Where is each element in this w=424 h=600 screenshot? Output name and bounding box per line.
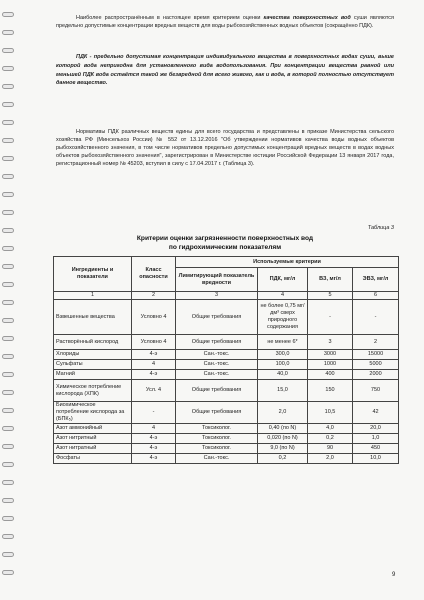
cell-evz: - (353, 300, 399, 335)
cell-class: 4-э (132, 350, 176, 360)
cell-ingredient: Хлориды (54, 350, 132, 360)
table-header-row (54, 257, 399, 268)
binder-ring-icon (2, 66, 14, 71)
cell-pdk: 0,40 (по N) (258, 424, 308, 434)
cell-class: 4-э (132, 454, 176, 464)
binder-ring-icon (2, 12, 14, 17)
binder-ring-icon (2, 156, 14, 161)
cell-limiting: Общие требования (176, 335, 258, 350)
cell-limiting: Токсиколог. (176, 424, 258, 434)
cell-limiting: Сан.-токс. (176, 454, 258, 464)
cell-evz: 2 (353, 335, 399, 350)
header-used-criteria: Используемые критерии (176, 257, 399, 268)
cell-class: Усл. 4 (132, 380, 176, 402)
cell-ingredient: Азот аммонийный (54, 424, 132, 434)
table-row (54, 300, 399, 335)
cell-evz: 5000 (353, 360, 399, 370)
paragraph-intro-text: Наиболее распространённым в настоящее время критерием оценки (76, 15, 264, 21)
cell-evz: 15000 (353, 350, 399, 360)
cell-ingredient: Азот нитратный (54, 444, 132, 454)
table-row (54, 434, 399, 444)
binder-ring-icon (2, 570, 14, 575)
binder-ring-icon (2, 552, 14, 557)
paragraph-intro-emphasis: качества поверхностных вод (263, 15, 351, 21)
binder-ring-icon (2, 84, 14, 89)
cell-vz: 10,5 (308, 402, 353, 424)
binder-ring-icon (2, 264, 14, 269)
cell-ingredient: Азот нитритный (54, 434, 132, 444)
table-caption: Таблица 3 (367, 225, 394, 231)
cell-pdk: 9,0 (по N) (258, 444, 308, 454)
binder-ring-icon (2, 444, 14, 449)
cell-ingredient: Сульфаты (54, 360, 132, 370)
cell-ingredient: Взвешенные вещества (54, 300, 132, 335)
binder-ring-icon (2, 174, 14, 179)
header-evz: ЭВЗ, мг/л (353, 268, 399, 292)
cell-limiting: Сан.-токс. (176, 350, 258, 360)
binder-rings (0, 0, 14, 600)
cell-class: Условно 4 (132, 335, 176, 350)
binder-ring-icon (2, 534, 14, 539)
binder-ring-icon (2, 318, 14, 323)
cell-class: 4-э (132, 434, 176, 444)
binder-ring-icon (2, 480, 14, 485)
cell-ingredient: Фосфаты (54, 454, 132, 464)
cell-class: 4 (132, 360, 176, 370)
cell-vz: - (308, 300, 353, 335)
cell-evz: 20,0 (353, 424, 399, 434)
cell-limiting: Сан.-токс. (176, 370, 258, 380)
cell-vz: 150 (308, 380, 353, 402)
binder-ring-icon (2, 372, 14, 377)
table-title-line2: по гидрохимическим показателям (168, 244, 282, 251)
cell-limiting: Токсиколог. (176, 434, 258, 444)
cell-limiting: Токсиколог. (176, 444, 258, 454)
column-number: 3 (176, 292, 258, 300)
cell-pdk: 300,0 (258, 350, 308, 360)
column-number: 1 (54, 292, 132, 300)
binder-ring-icon (2, 516, 14, 521)
column-number: 4 (258, 292, 308, 300)
cell-pdk: 2,0 (258, 402, 308, 424)
cell-vz: 90 (308, 444, 353, 454)
table-title (56, 234, 394, 252)
cell-ingredient: Биохимическое потребление кислорода за (БПК₅) (54, 402, 132, 424)
binder-ring-icon (2, 390, 14, 395)
cell-vz: 3 (308, 335, 353, 350)
binder-ring-icon (2, 228, 14, 233)
table-row (54, 454, 399, 464)
table-title-line1: Критерии оценки загрязненности поверхностных вод (136, 235, 314, 242)
table-row (54, 350, 399, 360)
paragraph-intro (56, 14, 394, 30)
paragraph-intro-text-end: суши являются предельно допустимые концентрации вредных веществ для воды рыбохозяйственных водных объектов (сокращённо ПДК). (56, 15, 395, 29)
paragraph-regulation: Нормативы ПДК различных веществ едины для всего государства и представлены в приказе Министерства сельского хозяйства РФ (Минсельхоз России) № 552 от 13.12.2016 "Об утверждении нормативов качества воды водных объектов рыбохозяйственного значения, в том числе нормативов предельно допустимых концентраций вредных веществ в водах водных объектов рыбохозяйственного значения", зарегистрирован в Министерстве юстиции Российской Федерации 13 января 2017 года, регистрационный номер № 45203, вступил в силу с 17.04.2017 г. (Таблица 3). (56, 129, 394, 167)
cell-pdk: 15,0 (258, 380, 308, 402)
binder-ring-icon (2, 246, 14, 251)
cell-class: - (132, 402, 176, 424)
cell-class: 4 (132, 424, 176, 434)
binder-ring-icon (2, 354, 14, 359)
criteria-table (53, 256, 399, 464)
cell-class: Условно 4 (132, 300, 176, 335)
cell-pdk: 0,020 (по N) (258, 434, 308, 444)
cell-evz: 42 (353, 402, 399, 424)
table-row (54, 380, 399, 402)
table-row (54, 402, 399, 424)
binder-ring-icon (2, 210, 14, 215)
header-ingredients: Ингредиенты и показатели (54, 257, 132, 292)
table-row (54, 444, 399, 454)
table-row (54, 335, 399, 350)
binder-ring-icon (2, 192, 14, 197)
binder-ring-icon (2, 282, 14, 287)
binder-ring-icon (2, 300, 14, 305)
binder-ring-icon (2, 120, 14, 125)
column-number: 6 (353, 292, 399, 300)
binder-ring-icon (2, 48, 14, 53)
page-number: 9 (392, 572, 396, 578)
binder-ring-icon (2, 426, 14, 431)
header-vz: ВЗ, мг/л (308, 268, 353, 292)
cell-vz: 2,0 (308, 454, 353, 464)
cell-pdk: 0,2 (258, 454, 308, 464)
cell-pdk: 40,0 (258, 370, 308, 380)
cell-ingredient: Растворённый кислород (54, 335, 132, 350)
cell-vz: 400 (308, 370, 353, 380)
cell-evz: 1,0 (353, 434, 399, 444)
cell-limiting: Общие требования (176, 300, 258, 335)
binder-ring-icon (2, 30, 14, 35)
header-limiting-indicator: Лимитирующий показатель вредности (176, 268, 258, 292)
cell-ingredient: Магний (54, 370, 132, 380)
column-number-row (54, 292, 399, 300)
cell-ingredient: Химическое потребление кислорода (ХПК) (54, 380, 132, 402)
binder-ring-icon (2, 138, 14, 143)
cell-evz: 2000 (353, 370, 399, 380)
binder-ring-icon (2, 102, 14, 107)
cell-limiting: Общие требования (176, 402, 258, 424)
cell-evz: 10,0 (353, 454, 399, 464)
header-pdk: ПДК, мг/л (258, 268, 308, 292)
cell-evz: 750 (353, 380, 399, 402)
cell-vz: 1000 (308, 360, 353, 370)
cell-vz: 0,2 (308, 434, 353, 444)
header-hazard-class: Класс опасности (132, 257, 176, 292)
paragraph-pdk-definition: ПДК - предельно допустимая концентрация индивидуального вещества в поверхностных водах суши, выше которой вода непригодна для установленного вида водопользования. При концентрации вещества равной или меньшей ПДК вода остаётся такой же безвредной для всего живого, как и вода, в которой полностью отсутствует данное вещество. (56, 54, 394, 87)
column-number: 2 (132, 292, 176, 300)
table-row (54, 370, 399, 380)
cell-vz: 3000 (308, 350, 353, 360)
cell-pdk: не менее 6* (258, 335, 308, 350)
table-row (54, 424, 399, 434)
cell-class: 4-э (132, 370, 176, 380)
binder-ring-icon (2, 336, 14, 341)
column-number: 5 (308, 292, 353, 300)
binder-ring-icon (2, 462, 14, 467)
cell-evz: 450 (353, 444, 399, 454)
cell-pdk: 100,0 (258, 360, 308, 370)
cell-vz: 4,0 (308, 424, 353, 434)
binder-ring-icon (2, 408, 14, 413)
cell-limiting: Сан.-токс. (176, 360, 258, 370)
binder-ring-icon (2, 498, 14, 503)
cell-pdk: не более 0,75 мг/дм³ сверх природного содержания (258, 300, 308, 335)
cell-limiting: Общие требования (176, 380, 258, 402)
cell-class: 4-э (132, 444, 176, 454)
table-row (54, 360, 399, 370)
